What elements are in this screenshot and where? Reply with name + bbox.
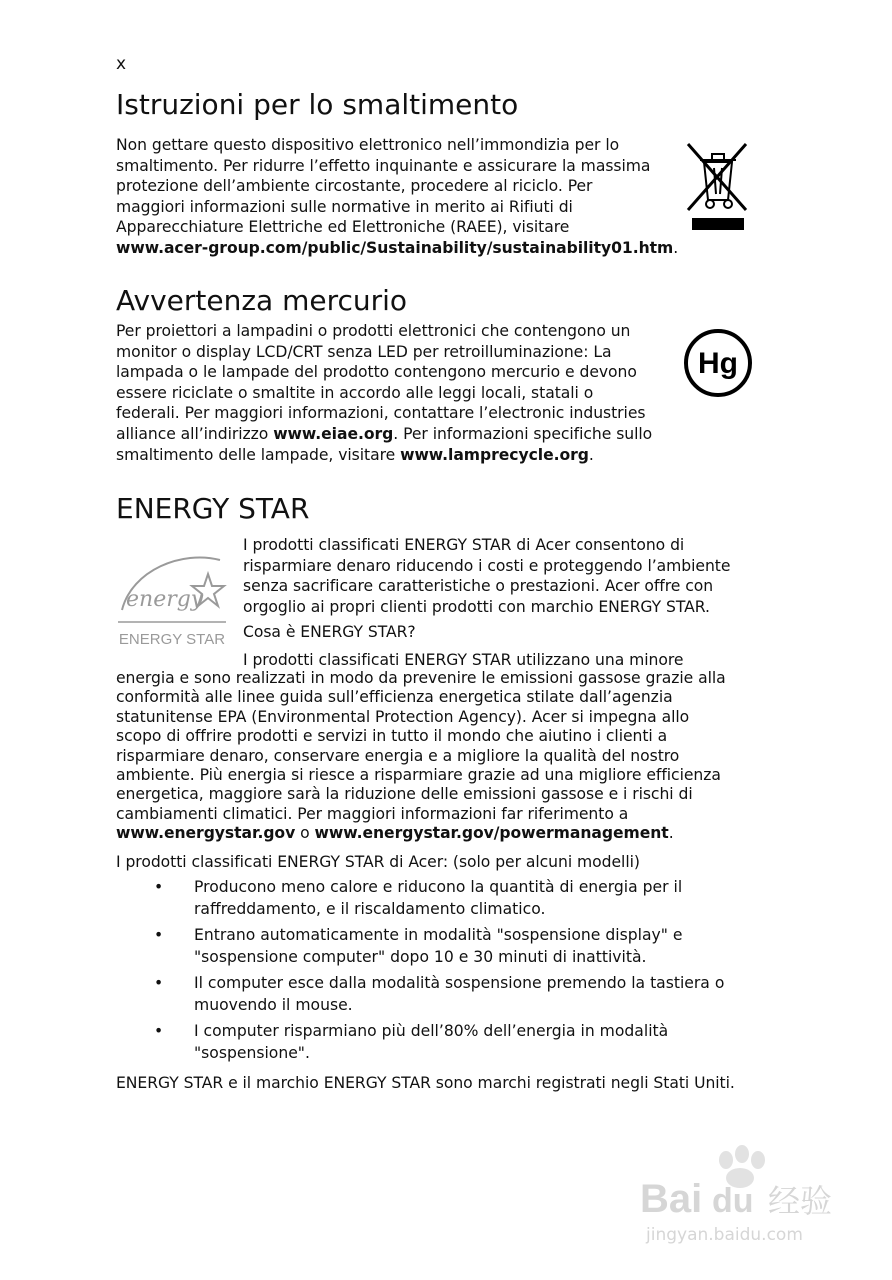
text-line: ambiente. Più energia si riesce a risparmiare grazie ad una migliore efficienza <box>116 766 721 785</box>
text-line: I prodotti classificati ENERGY STAR di Acer consentono di <box>243 536 685 554</box>
watermark-brand: Bai <box>640 1177 703 1221</box>
energy-script: energy <box>126 587 204 612</box>
text-line: raffreddamento, e il riscaldamento climatico. <box>194 900 546 918</box>
energy-body <box>116 669 726 844</box>
text-line: protezione dell’ambiente circostante, procedere al riciclo. Per <box>116 177 593 196</box>
watermark-url: jingyan.baidu.com <box>646 1225 803 1245</box>
text-line: conformità alle linee guida sull’efficienza energetica stilate dall’agenzia <box>116 688 673 707</box>
weee-bin-icon <box>684 140 750 232</box>
punctuation: . <box>668 824 674 843</box>
text-line: risparmiare denaro riducendo i costi e proteggendo l’ambiente <box>243 556 731 575</box>
energy-star-logo-text: ENERGY STAR <box>118 631 226 648</box>
bullet-icon: • <box>154 974 164 992</box>
list-item <box>116 924 756 968</box>
text-line: energetica, maggiore sarà la riduzione delle emissioni gassose e i rischi di <box>116 785 693 804</box>
text-line: lampada o le lampade del prodotto contengono mercurio e devono <box>116 363 637 382</box>
eiae-link[interactable]: www.eiae.org <box>273 424 394 443</box>
text-line: essere riciclate o smaltite in accordo alle leggi locali, statali o <box>116 383 594 402</box>
text-line: Producono meno calore e riducono la quantità di energia per il <box>194 878 683 896</box>
watermark-brand2: du <box>712 1182 754 1220</box>
hg-symbol: Hg <box>698 347 738 380</box>
text-line: statunitense EPA (Environmental Protection Agency). Acer si impegna allo <box>116 707 690 726</box>
page-number: x <box>116 54 127 74</box>
bullet-icon: • <box>154 878 164 896</box>
text-line: smaltimento. Per ridurre l’effetto inquinante e assicurare la massima <box>116 156 651 175</box>
text-segment: . Per informazioni specifiche sullo <box>393 424 653 443</box>
text-line: orgoglio ai propri clienti prodotti con marchio ENERGY STAR. <box>243 597 710 616</box>
text-line: I computer risparmiano più dell’80% dell’energia in modalità <box>194 1022 669 1040</box>
bullet-icon: • <box>154 926 164 944</box>
text-line: "sospensione". <box>194 1044 310 1062</box>
text-line: "sospensione computer" dopo 10 e 30 minuti di inattività. <box>194 948 647 966</box>
disposal-paragraph <box>116 135 678 259</box>
text-line: Non gettare questo dispositivo elettronico nell’immondizia per lo <box>116 136 620 154</box>
energy-title: ENERGY STAR <box>116 492 310 525</box>
text-line: Entrano automaticamente in modalità "sospensione display" e <box>194 926 683 944</box>
text-line: maggiori informazioni sulle normative in merito ai Rifiuti di <box>116 197 573 216</box>
text-line: cambiamenti climatici. Per maggiori informazioni far riferimento a <box>116 804 629 823</box>
energystar-link[interactable]: www.energystar.gov <box>116 824 296 843</box>
energy-star-logo <box>112 540 230 650</box>
punctuation: . <box>673 238 679 257</box>
mercury-paragraph <box>116 321 652 465</box>
text-segment: alliance all’indirizzo <box>116 424 274 443</box>
text-line: scopo di offrire prodotti e servizi in tutto il mondo che aiutino i clienti a <box>116 727 668 746</box>
text-line: federali. Per maggiori informazioni, contattare l’electronic industries <box>116 404 646 423</box>
disposal-title: Istruzioni per lo smaltimento <box>116 88 519 121</box>
text-line: risparmiare denaro, conservare energia e a migliore la qualità del nostro <box>116 746 680 765</box>
text-segment: o <box>295 824 315 843</box>
text-line: Per proiettori a lampadini o prodotti elettronici che contengono un <box>116 322 631 340</box>
text-line: muovendo il mouse. <box>194 996 353 1014</box>
feature-list <box>116 876 756 1068</box>
list-item <box>116 876 756 920</box>
energy-body-first: I prodotti classificati ENERGY STAR utilizzano una minore <box>243 651 684 669</box>
text-segment: smaltimento delle lampade, visitare <box>116 445 401 464</box>
text-line: Il computer esce dalla modalità sospensione premendo la tastiera o <box>194 974 725 992</box>
features-intro: I prodotti classificati ENERGY STAR di Acer: (solo per alcuni modelli) <box>116 853 640 871</box>
lamprecycle-link[interactable]: www.lamprecycle.org <box>400 445 589 464</box>
baidu-paw-icon <box>640 1140 860 1250</box>
text-segment: . <box>588 445 594 464</box>
list-item <box>116 1020 756 1064</box>
mercury-title: Avvertenza mercurio <box>116 284 408 317</box>
disposal-link[interactable]: www.acer-group.com/public/Sustainability/sustainability01.htm <box>116 238 674 257</box>
text-line: monitor o display LCD/CRT senza LED per retroilluminazione: La <box>116 342 612 361</box>
text-line: senza sacrificare caratteristiche o prestazioni. Acer offre con <box>243 577 714 596</box>
watermark-cn: 经验 <box>768 1182 833 1220</box>
energy-question: Cosa è ENERGY STAR? <box>243 623 416 641</box>
text-line: energia e sono realizzati in modo da prevenire le emissioni gassose grazie alla <box>116 669 726 687</box>
powermanagement-link[interactable]: www.energystar.gov/powermanagement <box>314 824 669 843</box>
baidu-watermark <box>640 1140 860 1250</box>
energy-intro <box>243 535 730 617</box>
mercury-hg-icon <box>682 327 754 399</box>
list-item <box>116 972 756 1016</box>
trademark-note: ENERGY STAR e il marchio ENERGY STAR sono marchi registrati negli Stati Uniti. <box>116 1074 735 1092</box>
text-line: Apparecchiature Elettriche ed Elettroniche (RAEE), visitare <box>116 218 570 237</box>
bullet-icon: • <box>154 1022 164 1040</box>
